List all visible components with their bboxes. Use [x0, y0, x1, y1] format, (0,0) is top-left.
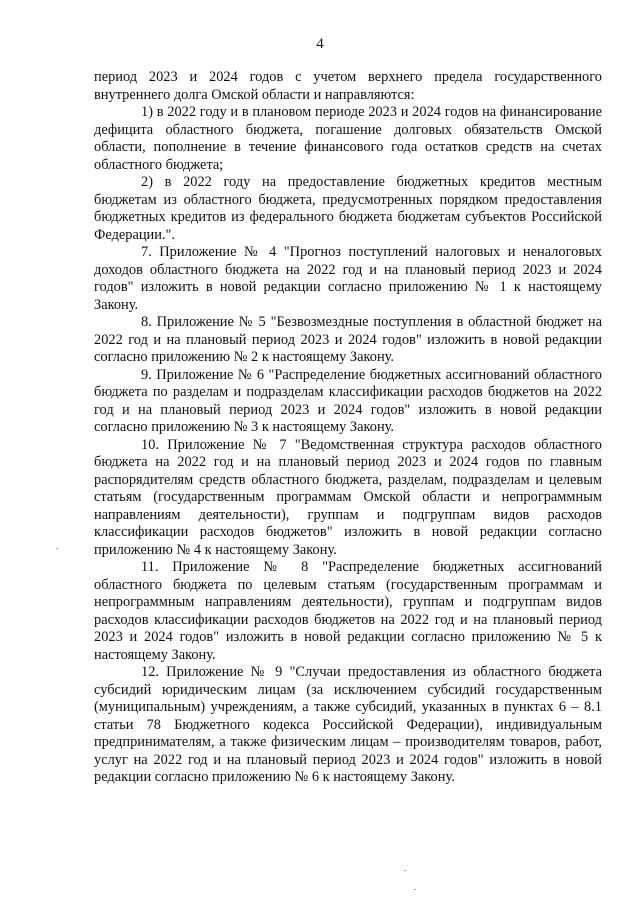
paragraph-point-8: 8. Приложение № 5 "Безвозмездные поступления в областной бюджет на 2022 год и на плановый период 2023 и 2024 годов" изложить в новой редакции согласно приложению № 2 к настоящему Закону. — [94, 314, 602, 365]
paragraph-point-10: 10. Приложение № 7 "Ведомственная структура расходов областного бюджета на 2022 год и на плановый период 2023 и 2024 годов по главным распорядителям средств областного бюджета, разделам, подразделам и целевым статьям (государственным программам Омской области и непрограммным направлениям деятельности), группам и подгруппам видов расходов классификации расходов бюджетов" изложить в новой редакции согласно приложению № 4 к настоящему Закону. — [94, 436, 602, 558]
scan-artifact — [404, 870, 406, 871]
paragraph-point-11: 11. Приложение № 8 "Распределение бюджетных ассигнований областного бюджета по целевым статьям (государственным программам и непрограммным направлениям деятельности), группам и подгруппам видов расходов классификации расходов бюджетов на 2022 год и на плановый период 2023 и 2024 годов" изложить в новой редакции согласно приложению № 5 к настоящему Закону. — [94, 559, 602, 663]
paragraph-point-12: 12. Приложение № 9 "Случаи предоставления из областного бюджета субсидий юридическим лицам (за исключением субсидий государственным (муниципальным) учреждениям, а также субсидий, указанных в пунктах 6 – 8.1 статьи 78 Бюджетного кодекса Российской Федерации), индивидуальным предпринимателям, а также физическим лицам – производителям товаров, работ, услуг на 2022 год и на плановый период 2023 и 2024 годов" изложить в новой редакции согласно приложению № 6 к настоящему Закону. — [94, 664, 602, 785]
paragraph-item-1: 1) в 2022 году и в плановом периоде 2023 и 2024 годов на финансирование дефицита областного бюджета, погашение долговых обязательств Омской области, пополнение в течение финансового года остатков средств на счетах областного бюджета; — [94, 104, 602, 173]
scan-artifact — [56, 548, 58, 549]
page-number: 4 — [316, 36, 324, 52]
paragraph-continuation: период 2023 и 2024 годов с учетом верхнего предела государственного внутреннего долга Омской области и направляются: — [94, 69, 602, 103]
paragraph-point-7: 7. Приложение № 4 "Прогноз поступлений налоговых и неналоговых доходов областного бюджета на 2022 год и на плановый период 2023 и 2024 годов" изложить в новой редакции согласно приложению № 1 к настоящему Закону. — [94, 244, 602, 313]
paragraph-item-2: 2) в 2022 году на предоставление бюджетных кредитов местным бюджетам из областного бюджета, предусмотренных порядком предоставления бюджетных кредитов из федерального бюджета бюджетам субъектов Российской Федерации.". — [94, 174, 602, 243]
scan-artifact — [414, 889, 416, 890]
document-body — [94, 69, 602, 787]
paragraph-point-9: 9. Приложение № 6 "Распределение бюджетных ассигнований областного бюджета по разделам и подразделам классификации расходов бюджетов на 2022 год и на плановый период 2023 и 2024 годов" изложить в новой редакции согласно приложению № 3 к настоящему Закону. — [94, 366, 602, 435]
